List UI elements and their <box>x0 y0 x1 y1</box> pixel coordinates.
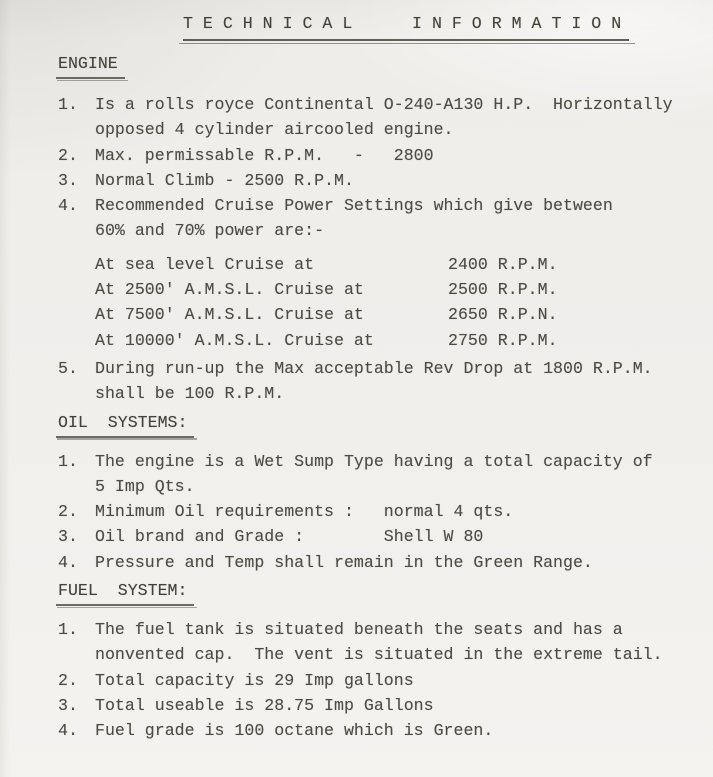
page-title: T E C H N I C A L I N F O R M A T I O N <box>183 13 629 41</box>
item-number: 2. <box>58 670 78 690</box>
item-line: 5 Imp Qts. <box>95 476 195 496</box>
list-item <box>58 168 713 193</box>
item-line: Minimum Oil requirements : normal 4 qts. <box>95 502 514 522</box>
cruise-value: 2400 R.P.M. <box>448 254 558 274</box>
list-item <box>58 193 713 244</box>
cruise-label: At 7500' A.M.S.L. Cruise at <box>95 305 364 325</box>
item-line: Is a rolls royce Continental O-240-A130 H.P. Horizontally <box>95 95 673 114</box>
cruise-value: 2750 R.P.M. <box>448 330 558 350</box>
section-heading-oil-systems: OIL SYSTEMS: <box>56 413 194 438</box>
list-item <box>58 524 713 549</box>
item-number: 3. <box>58 695 78 715</box>
item-line: Oil brand and Grade : Shell W 80 <box>95 527 484 547</box>
item-number: 5. <box>58 358 78 378</box>
cruise-label: At sea level Cruise at <box>95 254 315 274</box>
item-line: shall be 100 R.P.M. <box>95 384 285 404</box>
section-heading-engine: ENGINE <box>56 54 125 79</box>
item-line: Recommended Cruise Power Settings which give between <box>95 196 613 216</box>
cruise-row <box>95 252 713 277</box>
item-number: 2. <box>58 145 78 165</box>
item-line: Total useable is 28.75 Imp Gallons <box>95 695 434 715</box>
item-number: 1. <box>58 620 78 640</box>
item-line: opposed 4 cylinder aircooled engine. <box>95 120 454 140</box>
cruise-row <box>95 302 713 327</box>
list-item <box>58 143 713 168</box>
list-item <box>58 550 713 575</box>
section-fuel-system <box>58 581 713 743</box>
list-item <box>58 718 713 743</box>
section-oil-systems <box>58 413 713 575</box>
cruise-row <box>95 277 713 302</box>
section-heading-row <box>58 581 713 606</box>
item-number: 1. <box>58 95 78 114</box>
list-item <box>58 693 713 718</box>
item-number: 4. <box>58 721 78 741</box>
list-item <box>58 668 713 693</box>
item-number: 4. <box>58 552 78 572</box>
list-item <box>58 499 713 524</box>
item-line: Fuel grade is 100 octane which is Green. <box>95 721 494 741</box>
cruise-row <box>95 328 713 353</box>
item-line: nonvented cap. The vent is situated in the extreme tail. <box>95 645 663 665</box>
item-number: 3. <box>58 170 78 190</box>
item-number: 2. <box>58 502 78 522</box>
list-item <box>58 356 713 407</box>
item-number: 4. <box>58 196 78 216</box>
item-line: The engine is a Wet Sump Type having a total capacity of <box>95 451 653 471</box>
item-line: 60% and 70% power are:- <box>95 221 325 241</box>
list-item <box>58 92 713 143</box>
item-number: 1. <box>58 451 78 471</box>
page-title-row <box>183 13 713 41</box>
item-line: Max. permissable R.P.M. - 2800 <box>95 145 434 165</box>
item-line: Pressure and Temp shall remain in the Green Range. <box>95 552 593 572</box>
cruise-label: At 2500' A.M.S.L. Cruise at <box>95 280 364 300</box>
list-item <box>58 449 713 500</box>
item-number: 3. <box>58 527 78 547</box>
section-heading-row <box>58 54 713 79</box>
section-heading-fuel-system: FUEL SYSTEM: <box>56 581 194 606</box>
item-line: The fuel tank is situated beneath the seats and has a <box>95 620 623 640</box>
item-line: Normal Climb - 2500 R.P.M. <box>95 170 354 190</box>
cruise-settings-table <box>58 252 713 353</box>
item-line: During run-up the Max acceptable Rev Drop at 1800 R.P.M. <box>95 358 653 378</box>
list-item <box>58 617 713 668</box>
section-heading-row <box>58 413 713 438</box>
cruise-value: 2500 R.P.M. <box>448 280 558 300</box>
cruise-value: 2650 R.P.N. <box>448 305 558 325</box>
item-line: Total capacity is 29 Imp gallons <box>95 670 414 690</box>
section-engine <box>58 54 713 407</box>
cruise-label: At 10000' A.M.S.L. Cruise at <box>95 330 374 350</box>
